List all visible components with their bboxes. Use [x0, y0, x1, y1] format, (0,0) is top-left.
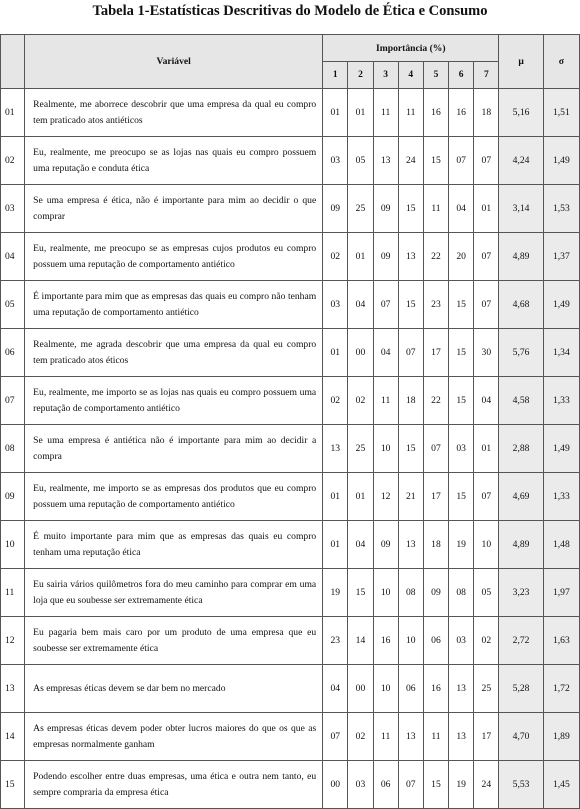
table-row — [1, 569, 580, 617]
row-value-2: 14 — [348, 617, 373, 665]
row-value-3: 13 — [373, 137, 398, 185]
row-mu: 4,89 — [499, 233, 543, 281]
row-index: 04 — [1, 233, 25, 281]
row-value-7: 07 — [474, 473, 499, 521]
row-sigma: 1,97 — [543, 569, 579, 617]
row-mu: 3,14 — [499, 185, 543, 233]
row-value-2: 00 — [348, 665, 373, 713]
table-row — [1, 425, 580, 473]
row-value-6: 15 — [449, 281, 474, 329]
row-value-1: 07 — [323, 713, 348, 761]
row-value-4: 15 — [398, 281, 423, 329]
row-value-1: 01 — [323, 89, 348, 137]
row-mu: 4,58 — [499, 377, 543, 425]
row-value-7: 07 — [474, 281, 499, 329]
row-index: 11 — [1, 569, 25, 617]
row-value-1: 09 — [323, 185, 348, 233]
row-value-3: 09 — [373, 185, 398, 233]
row-value-5: 09 — [423, 569, 448, 617]
row-value-1: 02 — [323, 233, 348, 281]
row-value-5: 11 — [423, 185, 448, 233]
table-title: Tabela 1-Estatísticas Descritivas do Modelo de Ética e Consumo — [92, 3, 488, 19]
row-variable-text: É importante para mim que as empresas das quais eu compro não tenham uma reputação de comportamento antiético — [25, 281, 323, 329]
row-value-1: 19 — [323, 569, 348, 617]
row-value-7: 10 — [474, 521, 499, 569]
row-mu: 4,24 — [499, 137, 543, 185]
row-value-3: 12 — [373, 473, 398, 521]
statistics-table — [0, 34, 580, 809]
row-value-7: 07 — [474, 137, 499, 185]
row-value-1: 03 — [323, 137, 348, 185]
row-value-3: 10 — [373, 425, 398, 473]
row-index: 10 — [1, 521, 25, 569]
header-scale-1: 1 — [323, 62, 348, 89]
row-mu: 5,53 — [499, 761, 543, 809]
row-variable-text: Podendo escolher entre duas empresas, uma ética e outra nem tanto, eu sempre compraria da empresa ética — [25, 761, 323, 809]
row-value-7: 18 — [474, 89, 499, 137]
row-value-3: 11 — [373, 89, 398, 137]
row-variable-text: Eu, realmente, me preocupo se as empresas cujos produtos eu compro possuem uma reputação de comportamento antiético — [25, 233, 323, 281]
row-value-2: 01 — [348, 473, 373, 521]
row-value-6: 04 — [449, 185, 474, 233]
row-value-4: 13 — [398, 521, 423, 569]
row-sigma: 1,34 — [543, 329, 579, 377]
row-variable-text: Eu, realmente, me importo se as empresas dos produtos que eu compro possuem uma reputação de comportamento antiético — [25, 473, 323, 521]
row-index: 02 — [1, 137, 25, 185]
header-importancia: Importância (%) — [323, 35, 499, 62]
header-variavel: Variável — [25, 35, 323, 89]
row-value-4: 18 — [398, 377, 423, 425]
table-row — [1, 377, 580, 425]
header-scale-2: 2 — [348, 62, 373, 89]
header-sigma: σ — [543, 35, 579, 89]
row-mu: 3,23 — [499, 569, 543, 617]
row-index: 14 — [1, 713, 25, 761]
row-sigma: 1,33 — [543, 473, 579, 521]
row-value-1: 03 — [323, 281, 348, 329]
row-value-4: 15 — [398, 185, 423, 233]
row-index: 03 — [1, 185, 25, 233]
row-value-7: 01 — [474, 185, 499, 233]
row-value-5: 16 — [423, 665, 448, 713]
row-value-1: 13 — [323, 425, 348, 473]
row-index: 12 — [1, 617, 25, 665]
row-value-5: 16 — [423, 89, 448, 137]
header-index — [1, 35, 25, 89]
table-row — [1, 329, 580, 377]
row-value-7: 01 — [474, 425, 499, 473]
row-variable-text: As empresas éticas devem poder obter lucros maiores do que os que as empresas normalmente ganham — [25, 713, 323, 761]
row-sigma: 1,37 — [543, 233, 579, 281]
row-value-7: 04 — [474, 377, 499, 425]
row-value-7: 25 — [474, 665, 499, 713]
row-value-4: 21 — [398, 473, 423, 521]
row-value-2: 02 — [348, 377, 373, 425]
row-value-6: 13 — [449, 713, 474, 761]
row-value-7: 17 — [474, 713, 499, 761]
row-value-3: 10 — [373, 569, 398, 617]
row-mu: 5,16 — [499, 89, 543, 137]
row-value-3: 09 — [373, 233, 398, 281]
row-value-5: 18 — [423, 521, 448, 569]
row-value-6: 15 — [449, 377, 474, 425]
row-value-3: 10 — [373, 665, 398, 713]
table-body — [1, 89, 580, 809]
row-value-7: 07 — [474, 233, 499, 281]
row-index: 09 — [1, 473, 25, 521]
row-variable-text: Eu, realmente, me preocupo se as lojas nas quais eu compro possuem uma reputação e conduta ética — [25, 137, 323, 185]
row-sigma: 1,63 — [543, 617, 579, 665]
row-variable-text: Eu pagaria bem mais caro por um produto de uma empresa que eu soubesse ser extremamente ética — [25, 617, 323, 665]
row-value-5: 07 — [423, 425, 448, 473]
row-variable-text: Eu, realmente, me importo se as lojas nas quais eu compro possuem uma reputação de comportamento antiético — [25, 377, 323, 425]
row-sigma: 1,72 — [543, 665, 579, 713]
row-value-7: 24 — [474, 761, 499, 809]
row-sigma: 1,45 — [543, 761, 579, 809]
row-value-2: 03 — [348, 761, 373, 809]
row-value-4: 24 — [398, 137, 423, 185]
row-value-3: 06 — [373, 761, 398, 809]
table-row — [1, 473, 580, 521]
row-mu: 4,70 — [499, 713, 543, 761]
header-scale-6: 6 — [449, 62, 474, 89]
row-value-5: 15 — [423, 137, 448, 185]
row-value-7: 05 — [474, 569, 499, 617]
row-value-6: 19 — [449, 521, 474, 569]
row-value-2: 00 — [348, 329, 373, 377]
row-value-3: 11 — [373, 377, 398, 425]
table-row — [1, 665, 580, 713]
row-value-4: 06 — [398, 665, 423, 713]
row-value-2: 05 — [348, 137, 373, 185]
row-value-6: 19 — [449, 761, 474, 809]
row-value-5: 15 — [423, 761, 448, 809]
row-variable-text: Realmente, me aborrece descobrir que uma empresa da qual eu compro tem praticado atos antiéticos — [25, 89, 323, 137]
row-value-5: 22 — [423, 377, 448, 425]
table-row — [1, 281, 580, 329]
row-sigma: 1,53 — [543, 185, 579, 233]
row-value-4: 07 — [398, 329, 423, 377]
row-value-4: 13 — [398, 713, 423, 761]
row-value-2: 15 — [348, 569, 373, 617]
row-value-6: 03 — [449, 617, 474, 665]
row-value-2: 02 — [348, 713, 373, 761]
row-value-4: 10 — [398, 617, 423, 665]
row-value-6: 15 — [449, 473, 474, 521]
row-value-3: 11 — [373, 713, 398, 761]
row-mu: 4,89 — [499, 521, 543, 569]
row-variable-text: Se uma empresa é antiética não é importante para mim ao decidir a compra — [25, 425, 323, 473]
row-sigma: 1,89 — [543, 713, 579, 761]
row-sigma: 1,48 — [543, 521, 579, 569]
row-index: 08 — [1, 425, 25, 473]
row-value-4: 07 — [398, 761, 423, 809]
row-value-4: 11 — [398, 89, 423, 137]
row-variable-text: Se uma empresa é ética, não é importante para mim ao decidir o que comprar — [25, 185, 323, 233]
row-value-3: 16 — [373, 617, 398, 665]
row-value-6: 07 — [449, 137, 474, 185]
table-row — [1, 617, 580, 665]
row-value-2: 04 — [348, 281, 373, 329]
row-value-5: 17 — [423, 473, 448, 521]
row-value-1: 01 — [323, 329, 348, 377]
row-value-1: 02 — [323, 377, 348, 425]
row-value-5: 11 — [423, 713, 448, 761]
header-scale-5: 5 — [423, 62, 448, 89]
row-mu: 2,72 — [499, 617, 543, 665]
row-value-2: 01 — [348, 89, 373, 137]
row-value-1: 01 — [323, 521, 348, 569]
row-variable-text: É muito importante para mim que as empresas das quais eu compro tenham uma reputação ética — [25, 521, 323, 569]
row-index: 06 — [1, 329, 25, 377]
table-row — [1, 713, 580, 761]
row-value-6: 13 — [449, 665, 474, 713]
table-row — [1, 137, 580, 185]
row-sigma: 1,49 — [543, 425, 579, 473]
row-value-3: 09 — [373, 521, 398, 569]
row-mu: 5,28 — [499, 665, 543, 713]
row-variable-text: Realmente, me agrada descobrir que uma empresa da qual eu compro tem praticado atos éticos — [25, 329, 323, 377]
row-value-6: 15 — [449, 329, 474, 377]
row-value-3: 07 — [373, 281, 398, 329]
row-value-6: 03 — [449, 425, 474, 473]
row-value-2: 04 — [348, 521, 373, 569]
row-value-3: 04 — [373, 329, 398, 377]
header-scale-4: 4 — [398, 62, 423, 89]
header-scale-7: 7 — [474, 62, 499, 89]
table-row — [1, 185, 580, 233]
row-mu: 2,88 — [499, 425, 543, 473]
row-variable-text: As empresas éticas devem se dar bem no mercado — [25, 665, 323, 713]
row-value-2: 01 — [348, 233, 373, 281]
row-mu: 5,76 — [499, 329, 543, 377]
header-mu: μ — [499, 35, 543, 89]
row-sigma: 1,49 — [543, 281, 579, 329]
table-row — [1, 521, 580, 569]
row-value-1: 04 — [323, 665, 348, 713]
row-index: 01 — [1, 89, 25, 137]
table-row — [1, 233, 580, 281]
row-sigma: 1,51 — [543, 89, 579, 137]
row-value-1: 23 — [323, 617, 348, 665]
row-sigma: 1,49 — [543, 137, 579, 185]
row-value-1: 00 — [323, 761, 348, 809]
row-mu: 4,69 — [499, 473, 543, 521]
row-sigma: 1,33 — [543, 377, 579, 425]
row-value-6: 20 — [449, 233, 474, 281]
row-index: 13 — [1, 665, 25, 713]
row-value-5: 06 — [423, 617, 448, 665]
row-index: 05 — [1, 281, 25, 329]
row-value-5: 17 — [423, 329, 448, 377]
row-mu: 4,68 — [499, 281, 543, 329]
header-scale-3: 3 — [373, 62, 398, 89]
row-value-1: 01 — [323, 473, 348, 521]
table-row — [1, 761, 580, 809]
row-index: 07 — [1, 377, 25, 425]
row-variable-text: Eu sairia vários quilômetros fora do meu caminho para comprar em uma loja que eu soubesse ser extremamente ética — [25, 569, 323, 617]
row-value-7: 02 — [474, 617, 499, 665]
row-value-6: 08 — [449, 569, 474, 617]
row-value-5: 22 — [423, 233, 448, 281]
table-row — [1, 89, 580, 137]
row-index: 15 — [1, 761, 25, 809]
row-value-4: 13 — [398, 233, 423, 281]
row-value-4: 15 — [398, 425, 423, 473]
row-value-2: 25 — [348, 425, 373, 473]
row-value-7: 30 — [474, 329, 499, 377]
row-value-5: 23 — [423, 281, 448, 329]
row-value-2: 25 — [348, 185, 373, 233]
row-value-6: 16 — [449, 89, 474, 137]
row-value-4: 08 — [398, 569, 423, 617]
